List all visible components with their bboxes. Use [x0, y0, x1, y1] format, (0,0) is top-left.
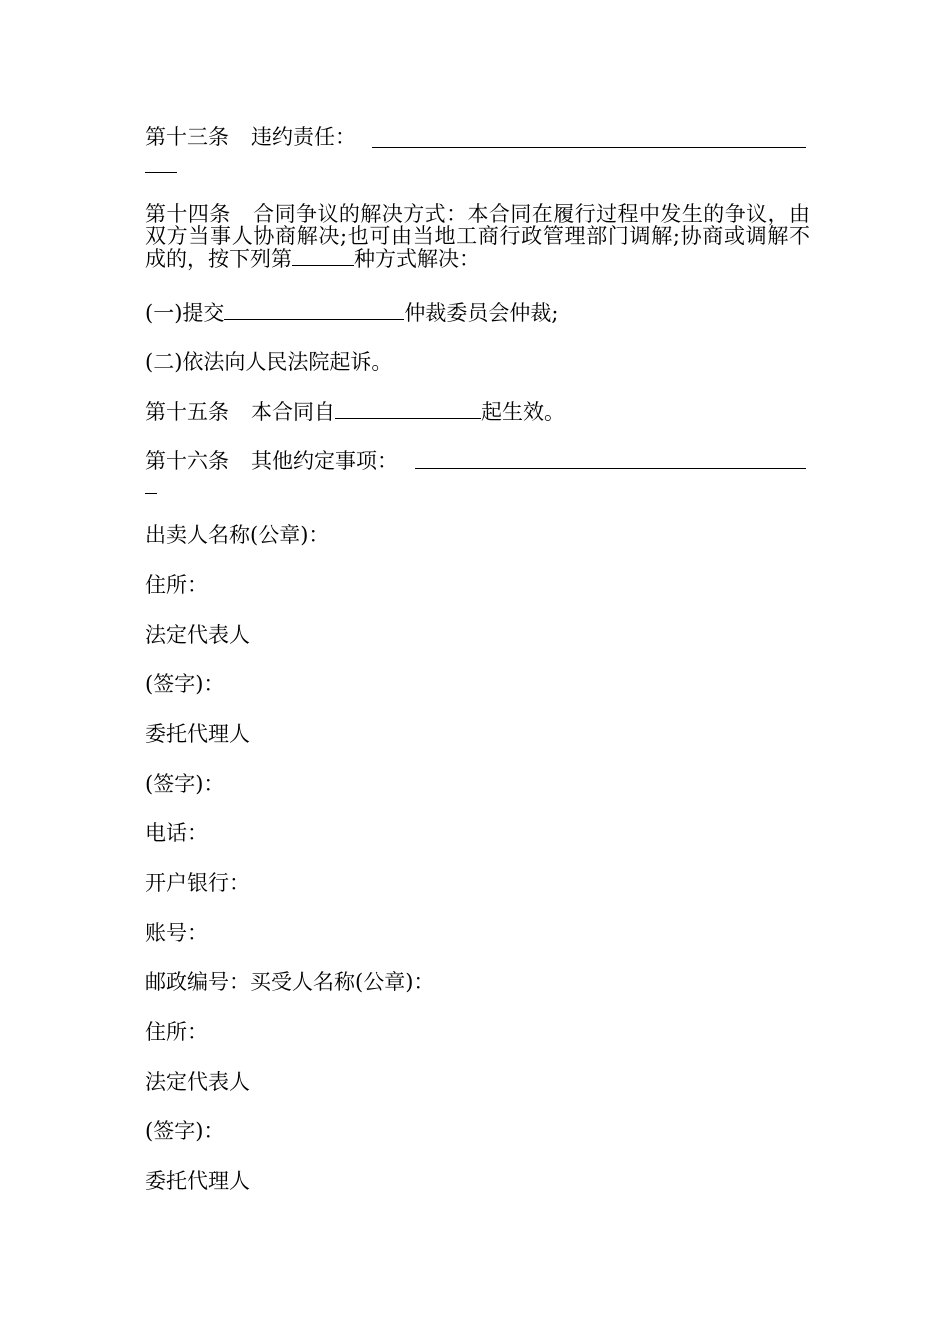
article-15-suffix: 起生效。 — [481, 400, 565, 424]
seller-address: 住所： — [145, 573, 208, 597]
article-14-text-after: 种方式解决： — [354, 247, 480, 271]
article-14-method-blank[interactable] — [292, 247, 354, 266]
article-16-blank-line[interactable] — [415, 468, 806, 469]
article-16-blank-continuation — [145, 493, 157, 494]
seller-legal-rep-sign: (签字)： — [145, 672, 225, 696]
buyer-address: 住所： — [145, 1020, 208, 1044]
option-1-suffix: 仲裁委员会仲裁; — [404, 301, 559, 325]
option-1 — [145, 301, 810, 324]
article-13-blank-continuation — [145, 172, 177, 173]
article-13-title: 违约责任： — [251, 125, 356, 149]
option-2 — [145, 351, 810, 373]
article-15-label: 第十五条 — [145, 400, 229, 424]
article-14 — [145, 203, 810, 269]
arbitration-committee-blank[interactable] — [224, 301, 404, 320]
option-2-text: (二)依法向人民法院起诉。 — [145, 350, 393, 374]
seller-account: 账号： — [145, 921, 208, 945]
seller-name: 出卖人名称(公章)： — [145, 523, 330, 547]
article-15-prefix: 本合同自 — [251, 400, 335, 424]
article-13-blank-line[interactable] — [372, 147, 806, 148]
article-14-text: 合同争议的解决方式：本合同在履行过程中发生的争议，由双方当事人协商解决;也可由当地工商行政管理部门调解;协商或调解不成的，按下列第 — [145, 202, 810, 271]
seller-agent: 委托代理人 — [145, 722, 250, 746]
postal-buyer-name: 邮政编号：买受人名称(公章)： — [145, 970, 435, 994]
seller-legal-rep: 法定代表人 — [145, 623, 250, 647]
article-13 — [145, 126, 810, 148]
option-1-prefix: (一)提交 — [145, 301, 225, 325]
effective-date-blank[interactable] — [335, 400, 481, 419]
buyer-legal-rep: 法定代表人 — [145, 1070, 250, 1094]
seller-bank: 开户银行： — [145, 871, 250, 895]
article-15 — [145, 400, 810, 423]
article-14-label: 第十四条 — [145, 202, 231, 226]
article-13-label: 第十三条 — [145, 125, 229, 149]
buyer-legal-rep-sign: (签字)： — [145, 1119, 225, 1143]
article-16-title: 其他约定事项： — [251, 449, 398, 473]
article-16-label: 第十六条 — [145, 449, 229, 473]
seller-phone: 电话： — [145, 821, 208, 845]
buyer-agent: 委托代理人 — [145, 1169, 250, 1193]
seller-agent-sign: (签字)： — [145, 772, 225, 796]
